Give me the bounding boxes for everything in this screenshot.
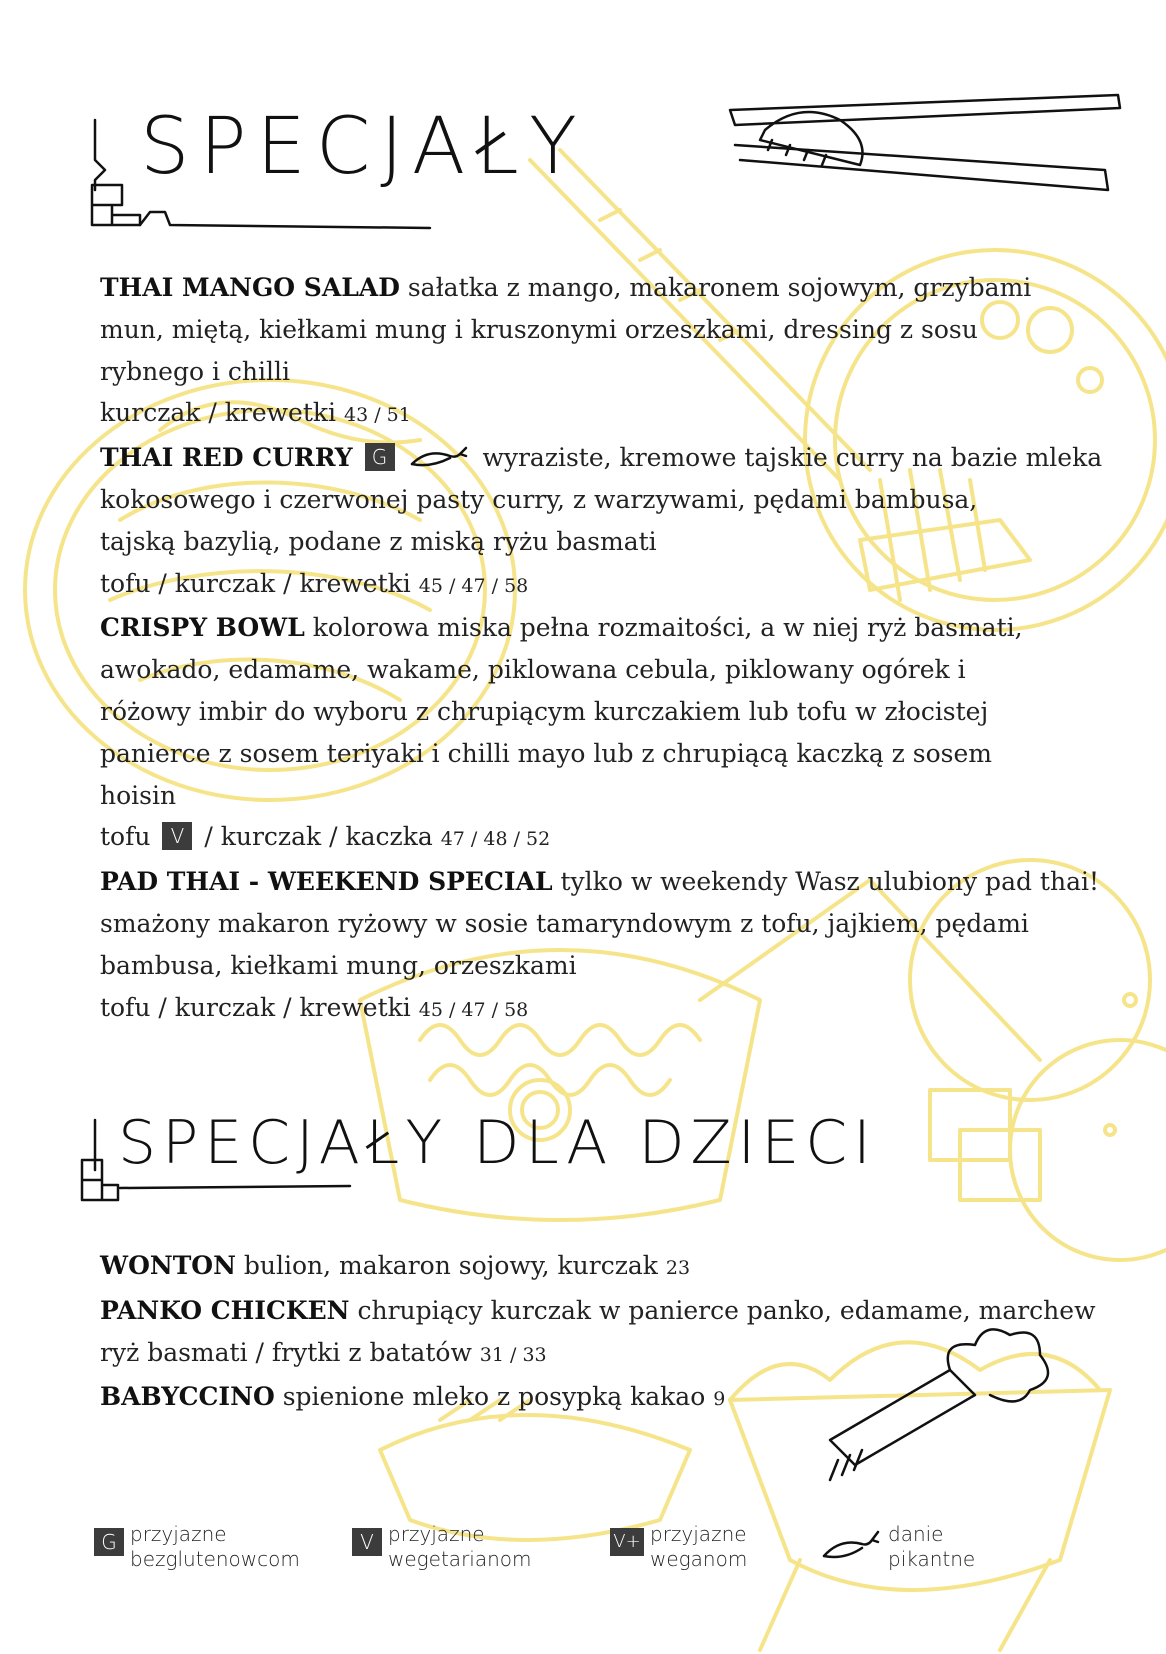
dish-options bbox=[100, 987, 1080, 1032]
legend-line: wegetarianom bbox=[388, 1547, 532, 1571]
legend-vegan bbox=[610, 1522, 747, 1572]
dish-name: WONTON bbox=[100, 1251, 236, 1280]
legend-text bbox=[888, 1522, 975, 1572]
dish-options bbox=[100, 392, 1080, 437]
dish-description: awokado, edamame, wakame, piklowana cebula, piklowany ogórek i bbox=[100, 655, 966, 685]
dish-description: ryż basmati / frytki z batatów bbox=[100, 1337, 472, 1367]
legend-line: bezglutenowcom bbox=[130, 1547, 300, 1571]
specials-heading: SPECJAŁY bbox=[140, 102, 587, 192]
dish-description: chrupiący kurczak w panierce panko, edamame, marchew bbox=[357, 1295, 1096, 1325]
price: 31 / 33 bbox=[479, 1343, 547, 1366]
dish-name: PANKO CHICKEN bbox=[100, 1295, 350, 1325]
options-text: tofu bbox=[100, 822, 151, 852]
menu-line bbox=[100, 1290, 1096, 1332]
legend-line: przyjazne bbox=[130, 1522, 227, 1546]
dish-description: wyraziste, kremowe tajskie curry na bazie mleka bbox=[482, 443, 1103, 473]
chili-icon bbox=[822, 1526, 880, 1562]
legend-spicy bbox=[822, 1522, 975, 1572]
dish-description: tajską bazylią, podane z miską ryżu basmati bbox=[100, 526, 657, 556]
dish-description: rybnego i chilli bbox=[100, 356, 291, 386]
legend-line: przyjazne bbox=[388, 1522, 485, 1546]
price: 45 / 47 / 58 bbox=[418, 998, 529, 1021]
menu-line bbox=[100, 1376, 1080, 1421]
menu-line bbox=[100, 437, 1103, 479]
dish-name: THAI MANGO SALAD bbox=[100, 273, 400, 302]
legend-text bbox=[388, 1522, 532, 1572]
dish-options bbox=[100, 816, 1080, 861]
kids-specials-heading: SPECJAŁY DLA DZIECI bbox=[118, 1108, 877, 1178]
dish-name: THAI RED CURRY bbox=[100, 443, 353, 473]
dish-name: PAD THAI - WEEKEND SPECIAL bbox=[100, 867, 553, 897]
vegetarian-badge: V bbox=[352, 1528, 382, 1556]
options-text: kurczak / krewetki bbox=[100, 398, 337, 428]
options-text: / kurczak / kaczka bbox=[204, 822, 433, 852]
dish-options bbox=[100, 1332, 1080, 1377]
price: 9 bbox=[713, 1388, 726, 1411]
menu-line bbox=[100, 861, 1100, 903]
dish-description: różowy imbir do wyboru z chrupiącym kurczakiem lub tofu w złocistej bbox=[100, 696, 989, 726]
price: 43 / 51 bbox=[343, 404, 411, 427]
dish-description: spienione mleko z posypką kakao bbox=[282, 1382, 706, 1412]
legend-text bbox=[650, 1522, 747, 1572]
dish-description: sałatka z mango, makaronem sojowym, grzybami bbox=[407, 273, 1032, 302]
dish-name: BABYCCINO bbox=[100, 1382, 275, 1412]
gluten-free-badge: G bbox=[365, 443, 395, 471]
legend-line: przyjazne bbox=[650, 1522, 747, 1546]
dish-options bbox=[100, 563, 1080, 608]
dish-description: hoisin bbox=[100, 780, 177, 810]
specials-menu bbox=[100, 267, 1103, 1031]
legend-line: danie bbox=[888, 1522, 944, 1546]
options-text: tofu / kurczak / krewetki bbox=[100, 992, 411, 1022]
vegan-badge: V+ bbox=[610, 1528, 644, 1556]
vegetarian-badge: V bbox=[162, 822, 192, 850]
legend-vegetarian bbox=[352, 1522, 532, 1572]
legend-line: weganom bbox=[650, 1547, 748, 1571]
dish-description: mun, miętą, kiełkami mung i kruszonymi orzeszkami, dressing z sosu bbox=[100, 314, 978, 344]
dish-description: panierce z sosem teriyaki i chilli mayo lub z chrupiącą kaczką z sosem bbox=[100, 738, 993, 768]
menu-line bbox=[100, 267, 1080, 309]
menu-line bbox=[100, 607, 1080, 649]
price: 45 / 47 / 58 bbox=[418, 574, 529, 597]
price: 47 / 48 / 52 bbox=[440, 828, 551, 851]
kids-menu bbox=[100, 1245, 1096, 1421]
dish-description: bambusa, kiełkami mung, orzeszkami bbox=[100, 950, 577, 980]
gluten-free-badge: G bbox=[94, 1528, 124, 1556]
legend-text bbox=[130, 1522, 300, 1572]
legend-gluten-free bbox=[94, 1522, 300, 1572]
options-text: tofu / kurczak / krewetki bbox=[100, 568, 411, 598]
chili-icon bbox=[410, 444, 468, 470]
menu-line bbox=[100, 1245, 1080, 1290]
legend-line: pikantne bbox=[888, 1547, 976, 1571]
price: 23 bbox=[665, 1257, 691, 1279]
dish-description: kokosowego i czerwonej pasty curry, z warzywami, pędami bambusa, bbox=[100, 484, 978, 514]
dish-description: kolorowa miska pełna rozmaitości, a w niej ryż basmati, bbox=[312, 613, 1023, 643]
dish-description: tylko w weekendy Wasz ulubiony pad thai! bbox=[560, 867, 1100, 897]
dish-description: bulion, makaron sojowy, kurczak bbox=[243, 1251, 658, 1280]
dish-name: CRISPY BOWL bbox=[100, 613, 305, 643]
dish-description: smażony makaron ryżowy w sosie tamaryndowym z tofu, jajkiem, pędami bbox=[100, 908, 1029, 938]
